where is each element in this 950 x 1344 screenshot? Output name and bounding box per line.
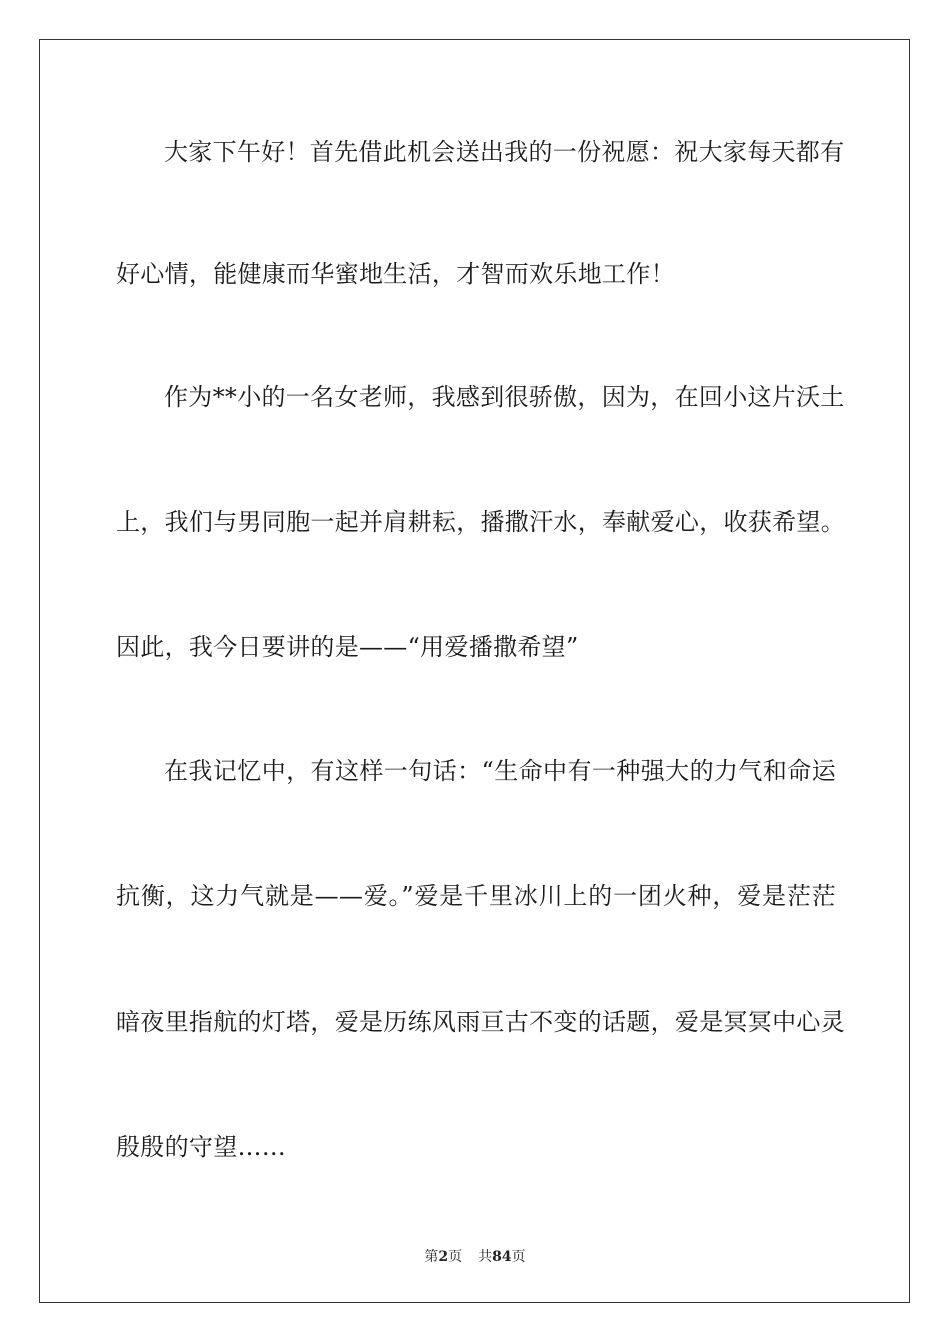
page-suffix: 页	[448, 1249, 463, 1265]
total-pages-number: 84	[492, 1249, 512, 1265]
total-prefix: 共	[478, 1249, 493, 1265]
paragraph-1-line-1: 大家下午好！首先借此机会送出我的一份祝愿：祝大家每天都有	[164, 138, 845, 166]
page-footer	[0, 1248, 950, 1266]
paragraph-2-line-3: 因此，我今日要讲的是——“用爱播撒希望”	[116, 633, 579, 661]
paragraph-3-line-4: 殷殷的守望……	[116, 1133, 287, 1161]
paragraph-2-line-1: 作为**小的一名女老师，我感到很骄傲，因为，在回小这片沃土	[164, 383, 845, 411]
page-prefix: 第	[424, 1249, 439, 1265]
paragraph-3-line-3: 暗夜里指航的灯塔，爱是历练风雨亘古不变的话题，爱是冥冥中心灵	[116, 1008, 845, 1036]
total-suffix: 页	[511, 1249, 526, 1265]
paragraph-2-line-2: 上，我们与男同胞一起并肩耕耘，播撒汗水，奉献爱心，收获希望。	[116, 508, 845, 536]
paragraph-3-line-2: 抗衡，这力气就是——爱。”爱是千里冰川上的一团火种，爱是茫茫	[116, 882, 836, 910]
current-page-number: 2	[438, 1249, 449, 1265]
paragraph-1-line-2: 好心情，能健康而华蜜地生活，才智而欢乐地工作！	[116, 260, 675, 288]
page-border	[39, 39, 910, 1303]
paragraph-3-line-1: 在我记忆中，有这样一句话：“生命中有一种强大的力气和命运	[164, 757, 836, 785]
